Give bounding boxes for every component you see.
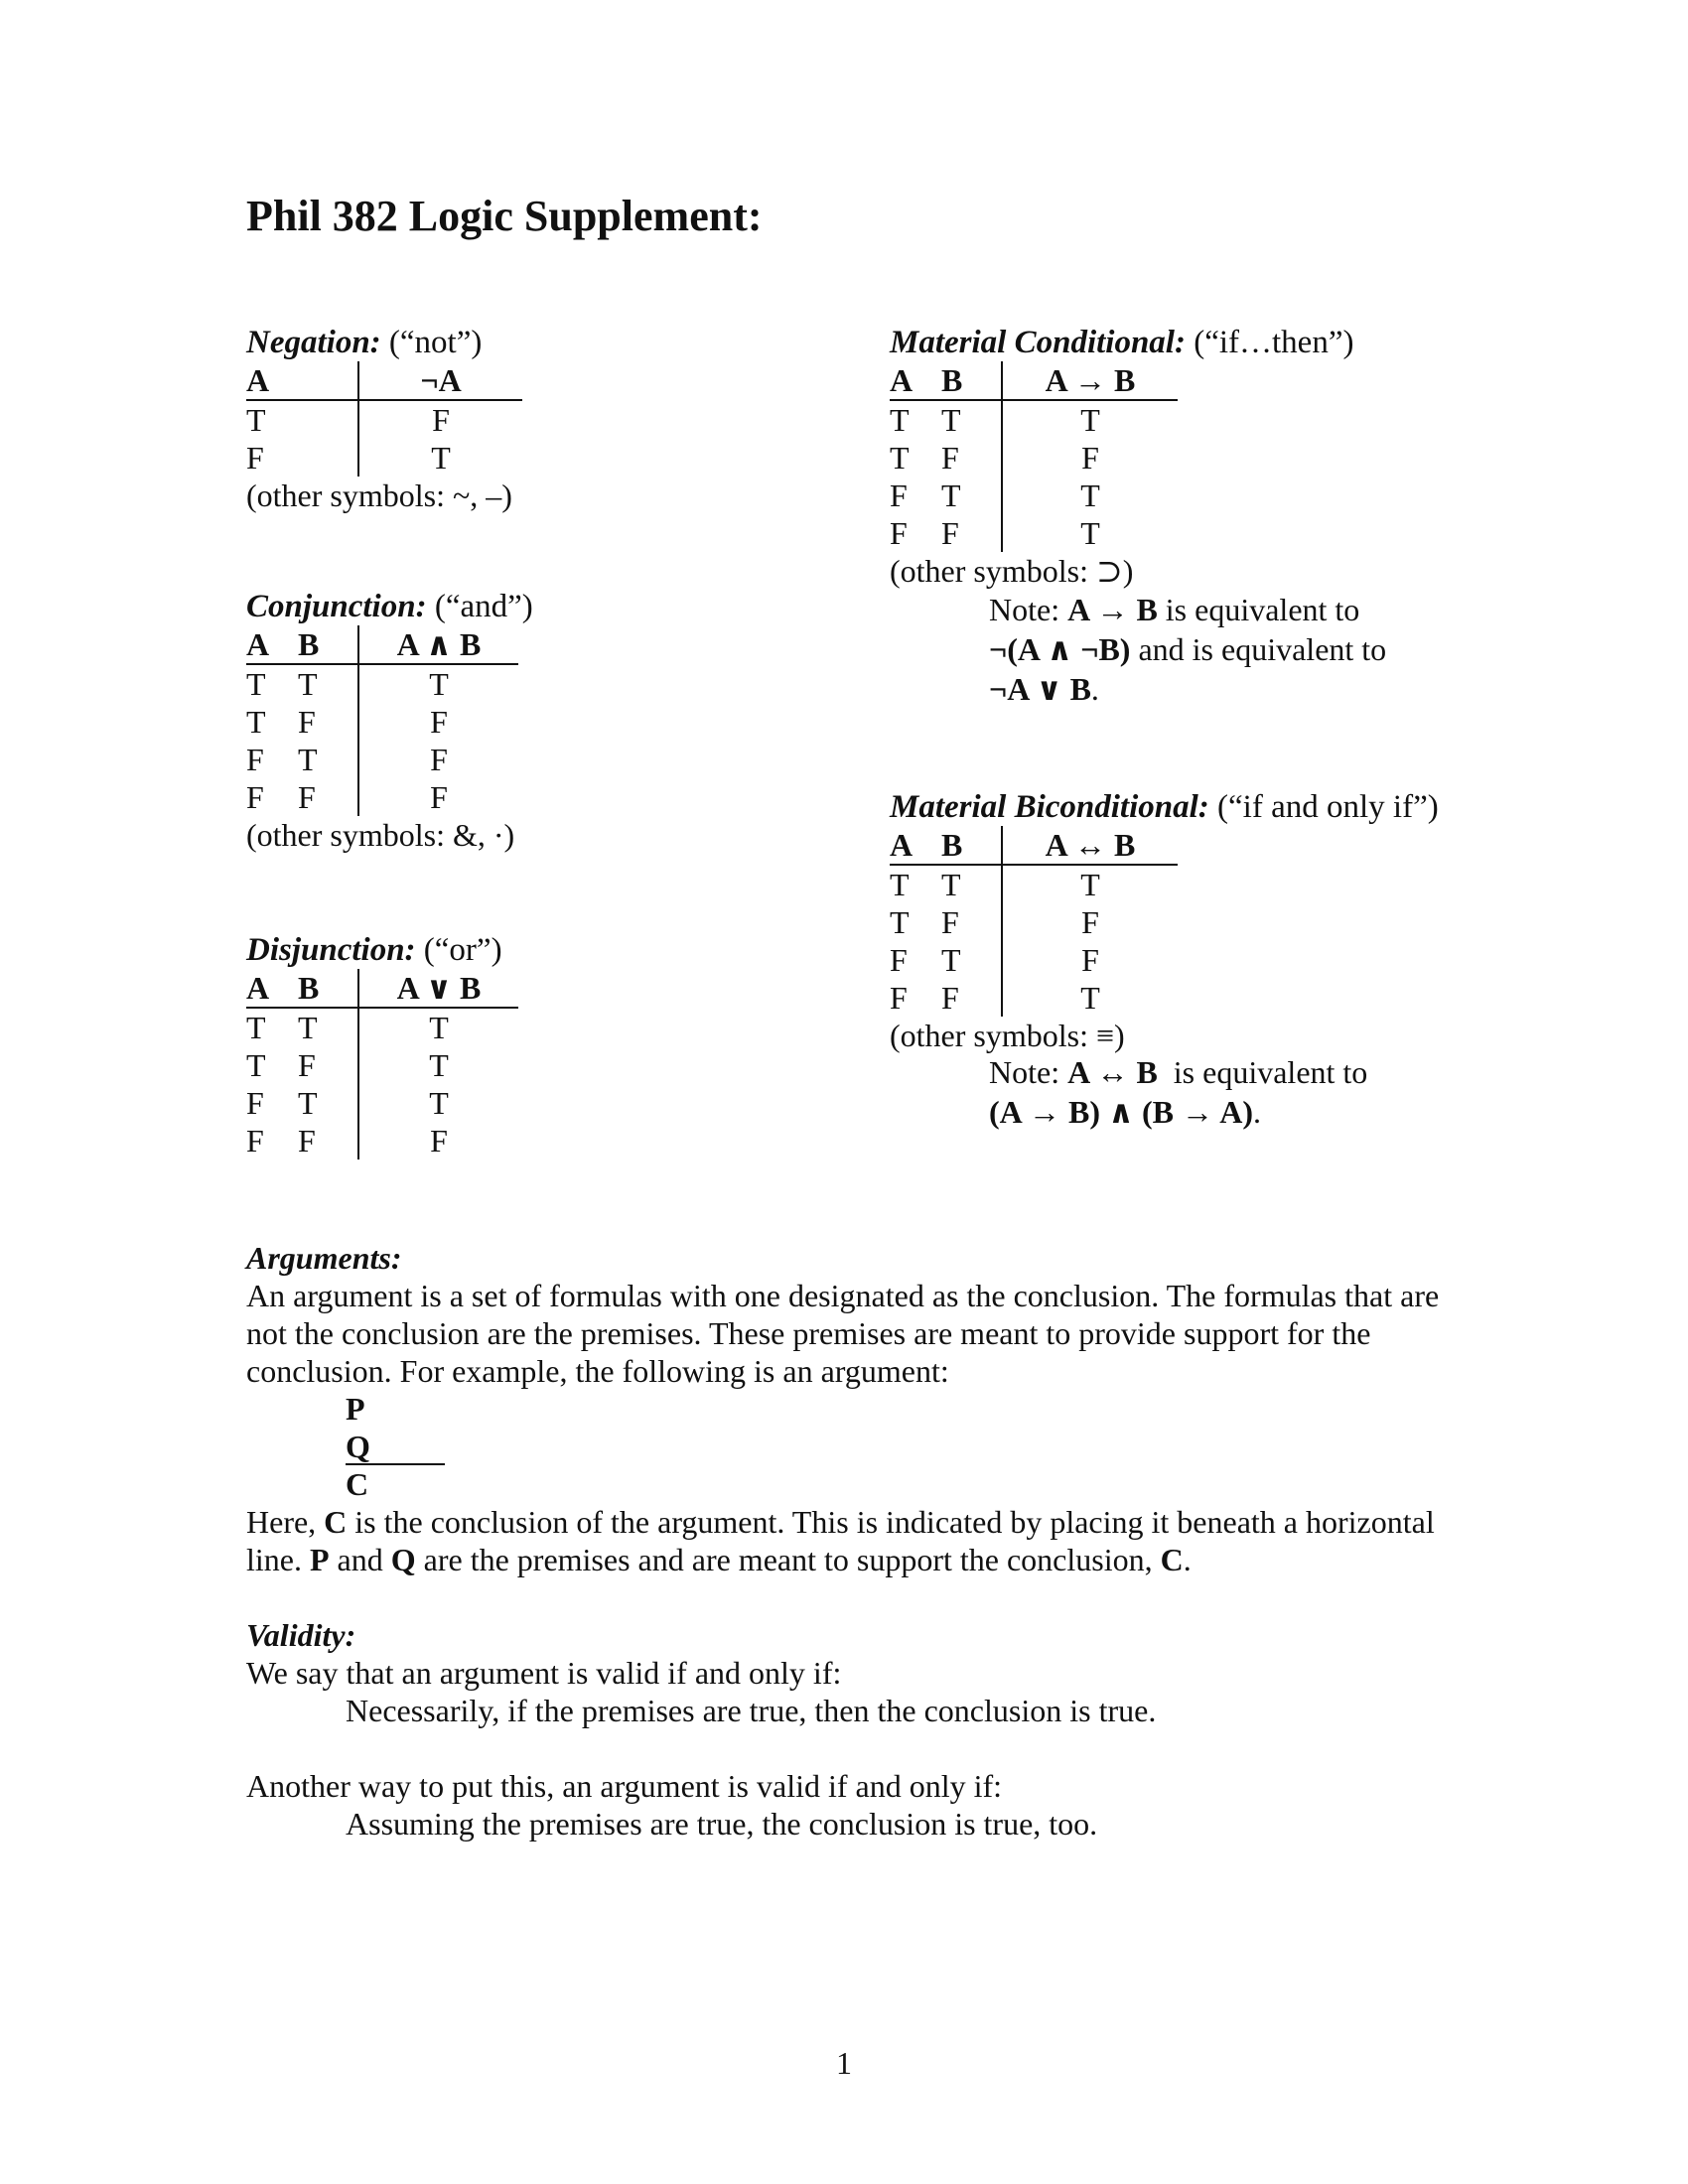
header-cell: A ∨ B — [358, 969, 518, 1008]
table-cell: F — [430, 779, 448, 815]
table-cell: T — [429, 1010, 449, 1045]
table-cell: T — [246, 1047, 266, 1083]
disjunction-truth-table — [246, 969, 518, 1160]
table-cell: F — [246, 779, 264, 815]
negation-heading: Negation: — [246, 325, 381, 360]
header-cell: A — [890, 826, 941, 865]
arguments-text: An argument is a set of formulas with one designated as the conclusion. The formulas that are not the conclusion are the premises. These premises are meant to provide support for the conclusion. For example, the following is an argument: — [246, 1278, 1440, 1389]
table-cell: F — [941, 514, 1002, 552]
table-cell: T — [429, 1047, 449, 1083]
table-cell: F — [246, 742, 264, 777]
table-cell: T — [246, 1010, 266, 1045]
premise-p: P — [346, 1391, 365, 1427]
table-cell: F — [941, 439, 1002, 477]
table-cell: F — [430, 704, 448, 740]
table-cell: T — [246, 704, 266, 740]
biconditional-heading: Material Biconditional: — [890, 789, 1209, 825]
conditional-gloss: (“if…then”) — [1185, 325, 1354, 360]
symbol: C — [1160, 1542, 1184, 1577]
table-cell: T — [246, 666, 266, 702]
note-text: Note: — [989, 592, 1068, 627]
note-text: is equivalent to — [1157, 1054, 1368, 1090]
disjunction-heading: Disjunction: — [246, 932, 416, 968]
table-cell: F — [430, 742, 448, 777]
symbol: Q — [390, 1542, 416, 1577]
symbol: P — [309, 1542, 330, 1577]
table-cell: T — [941, 400, 1002, 439]
table-cell: T — [941, 941, 1002, 979]
text: are the premises and are meant to support the conclusion, — [415, 1542, 1161, 1577]
table-cell: F — [430, 1123, 448, 1159]
header-cell: A — [246, 361, 358, 400]
conjunction-gloss: (“and”) — [426, 589, 533, 624]
table-cell: T — [941, 865, 1002, 903]
negation-other-symbols: (other symbols: ~, –) — [246, 478, 512, 513]
conclusion-c: C — [346, 1466, 369, 1502]
table-cell: F — [890, 515, 908, 551]
table-cell: F — [298, 778, 358, 816]
table-cell: F — [432, 402, 450, 438]
table-cell: T — [1080, 402, 1100, 438]
table-cell: F — [246, 1123, 264, 1159]
table-cell: T — [890, 904, 910, 940]
header-cell: A → B — [1002, 361, 1178, 400]
table-cell: T — [890, 402, 910, 438]
table-cell: F — [246, 439, 358, 477]
example-argument — [346, 1390, 445, 1503]
conjunction-section — [246, 588, 533, 854]
table-cell: F — [298, 1122, 358, 1160]
symbol: C — [324, 1504, 348, 1540]
validity-line-1: We say that an argument is valid if and only if: — [246, 1655, 842, 1691]
table-cell: T — [1080, 980, 1100, 1016]
negation-truth-table — [246, 361, 522, 477]
table-cell: T — [298, 664, 358, 703]
table-cell: T — [429, 1085, 449, 1121]
table-cell: T — [298, 1084, 358, 1122]
validity-heading: Validity: — [246, 1617, 356, 1653]
note-formula: A → B — [1067, 592, 1158, 627]
text: is the conclusion of the argument. This is indicated by placing it beneath a horizontal line. — [246, 1504, 1435, 1577]
page-number: 1 — [836, 2045, 852, 2081]
header-cell: A — [246, 625, 298, 664]
header-cell: A ↔ B — [1002, 826, 1178, 865]
header-cell: B — [298, 969, 358, 1008]
text: . — [1183, 1542, 1192, 1577]
table-cell: F — [1081, 440, 1099, 476]
table-cell: F — [1081, 904, 1099, 940]
text: Here, — [246, 1504, 325, 1540]
header-cell: B — [298, 625, 358, 664]
validity-line-3: Another way to put this, an argument is valid if and only if: — [246, 1768, 1003, 1804]
table-cell: T — [298, 741, 358, 778]
premise-q: Q — [346, 1430, 445, 1465]
validity-line-4: Assuming the premises are true, the conclusion is true, too. — [346, 1806, 1098, 1842]
biconditional-note — [989, 1052, 1367, 1132]
biconditional-truth-table — [890, 826, 1178, 1017]
header-cell: A — [890, 361, 941, 400]
validity-line-2: Necessarily, if the premises are true, then the conclusion is true. — [346, 1693, 1157, 1728]
header-cell: A ∧ B — [358, 625, 518, 664]
page-title: Phil 382 Logic Supplement: — [246, 192, 763, 240]
table-cell: T — [298, 1008, 358, 1046]
conditional-heading: Material Conditional: — [890, 325, 1186, 360]
table-cell: F — [246, 1085, 264, 1121]
note-text: is equivalent to — [1157, 592, 1360, 627]
note-formula: ¬(A ∧ ¬B) — [989, 631, 1131, 667]
header-cell: B — [941, 826, 1002, 865]
header-cell: B — [941, 361, 1002, 400]
note-text: . — [1252, 1094, 1261, 1130]
arguments-section — [246, 1239, 1477, 1390]
table-cell: F — [941, 903, 1002, 941]
negation-gloss: (“not”) — [380, 325, 483, 360]
conditional-section — [890, 324, 1353, 590]
table-cell: F — [890, 980, 908, 1016]
disjunction-section — [246, 931, 518, 1160]
validity-section — [246, 1616, 1477, 1843]
table-cell: F — [298, 703, 358, 741]
text: and — [329, 1542, 391, 1577]
table-cell: T — [429, 666, 449, 702]
table-cell: T — [941, 477, 1002, 514]
table-cell: T — [1080, 515, 1100, 551]
conjunction-heading: Conjunction: — [246, 589, 427, 624]
table-cell: T — [1080, 478, 1100, 513]
note-formula: ¬A ∨ B — [989, 671, 1091, 707]
note-text: and is equivalent to — [1130, 631, 1387, 667]
table-cell: F — [890, 942, 908, 978]
table-cell: F — [890, 478, 908, 513]
conditional-note — [989, 590, 1386, 709]
header-cell: ¬A — [358, 361, 522, 400]
conjunction-other-symbols: (other symbols: &, ·) — [246, 817, 515, 853]
disjunction-gloss: (“or”) — [415, 932, 502, 968]
table-cell: F — [941, 979, 1002, 1017]
note-text: Note: — [989, 1054, 1068, 1090]
table-cell: F — [1081, 942, 1099, 978]
conditional-truth-table — [890, 361, 1178, 552]
table-cell: T — [246, 400, 358, 439]
note-text: . — [1090, 671, 1099, 707]
table-cell: T — [890, 440, 910, 476]
negation-section — [246, 324, 522, 514]
header-cell: A — [246, 969, 298, 1008]
table-cell: T — [1080, 867, 1100, 902]
biconditional-gloss: (“if and only if”) — [1208, 789, 1439, 825]
arguments-explanation — [246, 1503, 1477, 1578]
table-cell: T — [890, 867, 910, 902]
arguments-heading: Arguments: — [246, 1240, 402, 1276]
conjunction-truth-table — [246, 625, 518, 816]
note-formula: (A → B) ∧ (B → A) — [989, 1094, 1253, 1130]
table-cell: F — [298, 1046, 358, 1084]
biconditional-section — [890, 788, 1439, 1054]
conditional-other-symbols: (other symbols: ⊃) — [890, 553, 1134, 589]
note-formula: A ↔ B — [1067, 1054, 1158, 1090]
biconditional-other-symbols: (other symbols: ≡) — [890, 1018, 1125, 1053]
table-cell: T — [431, 440, 451, 476]
